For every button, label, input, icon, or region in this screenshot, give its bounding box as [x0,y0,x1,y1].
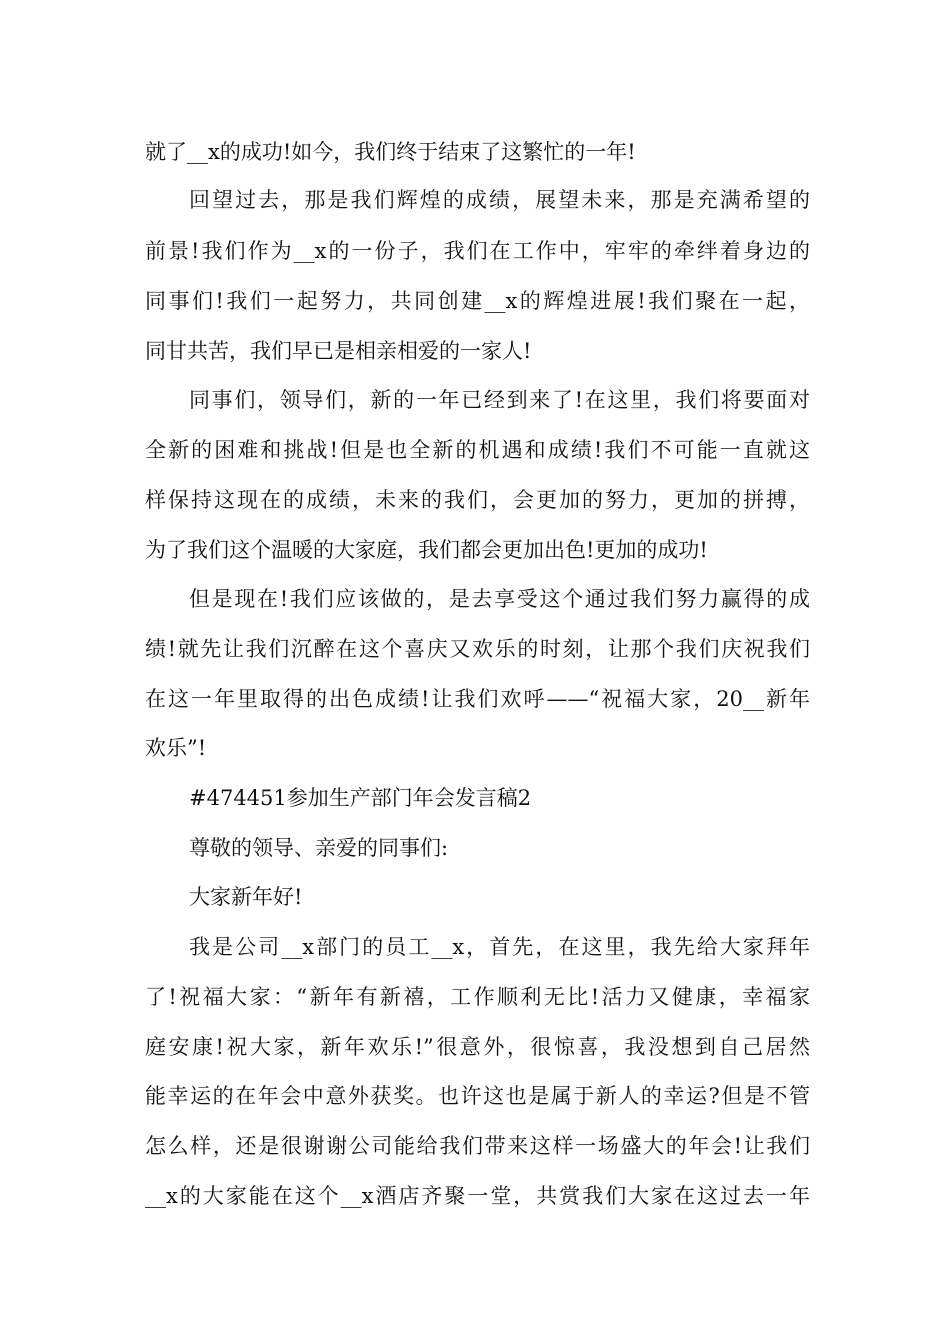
text-line: 绩!就先让我们沉醉在这个喜庆又欢乐的时刻，让那个我们庆祝我们 [145,637,810,661]
text-line: 能幸运的在年会中意外获奖。也许这也是属于新人的幸运?但是不管 [145,1084,810,1108]
text-line: 庭安康!祝大家，新年欢乐!”很意外，很惊喜，我没想到自己居然 [145,1035,810,1059]
text-line: 同事们，领导们，新的一年已经到来了!在这里，我们将要面对 [189,388,810,412]
text-line: 就了__x的成功!如今，我们终于结束了这繁忙的一年! [145,140,636,164]
section-heading: #474451参加生产部门年会发言稿2 [189,786,532,810]
text-line: 我是公司__x部门的员工__x，首先，在这里，我先给大家拜年 [189,935,810,959]
text-line: 欢乐”! [145,736,207,760]
text-line: 怎么样，还是很谢谢公司能给我们带来这样一场盛大的年会!让我们 [145,1134,810,1158]
text-line: 但是现在!我们应该做的，是去享受这个通过我们努力赢得的成 [189,587,810,611]
greeting: 大家新年好! [189,885,303,909]
text-line: 为了我们这个温暖的大家庭，我们都会更加出色!更加的成功! [145,538,708,562]
text-line: 前景!我们作为__x的一份子，我们在工作中，牢牢的牵绊着身边的 [145,239,810,263]
text-line: 全新的困难和挑战!但是也全新的机遇和成绩!我们不可能一直就这 [145,438,810,462]
text-line: __x的大家能在这个__x酒店齐聚一堂，共赏我们大家在这过去一年 [145,1184,810,1208]
salutation: 尊敬的领导、亲爱的同事们: [189,836,449,860]
text-line: 回望过去，那是我们辉煌的成绩，展望未来，那是充满希望的 [189,188,810,212]
text-line: 了!祝福大家：“新年有新禧，工作顺利无比!活力又健康，幸福家 [145,985,810,1009]
text-line: 同事们!我们一起努力，共同创建__x的辉煌进展!我们聚在一起， [145,289,810,313]
text-line: 同甘共苦，我们早已是相亲相爱的一家人! [145,339,532,363]
text-line: 在这一年里取得的出色成绩!让我们欢呼——“祝福大家，20__新年 [145,687,810,711]
text-line: 样保持这现在的成绩，未来的我们，会更加的努力，更加的拼搏， [145,488,810,512]
